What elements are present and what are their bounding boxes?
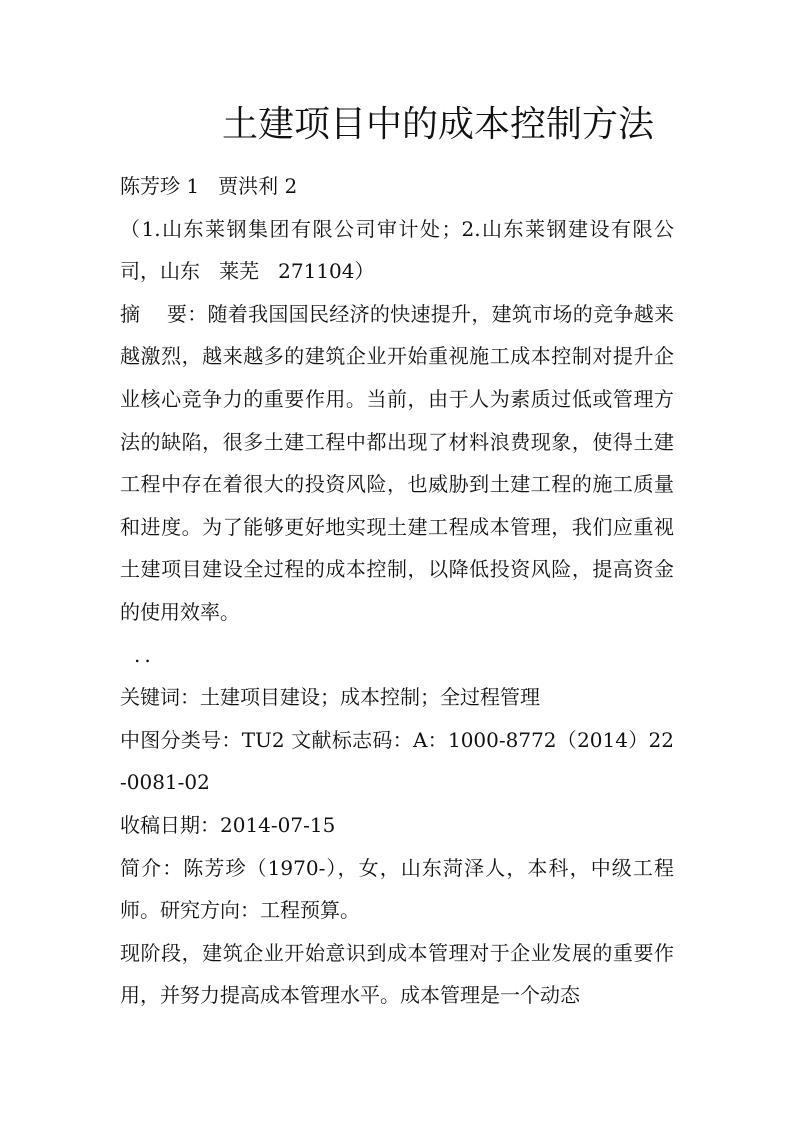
affiliation-paragraph: （1.山东莱钢集团有限公司审计处；2.山东莱钢建设有限公司，山东 莱芜 271104） <box>120 216 674 284</box>
author-bio-paragraph: 简介：陈芳珍（1970-），女，山东菏泽人，本科，中级工程师。研究方向：工程预算。 <box>120 855 674 923</box>
keywords-line: 关键词：土建项目建设；成本控制；全过程管理 <box>120 685 540 710</box>
abstract-paragraph: 摘 要：随着我国国民经济的快速提升，建筑市场的竞争越来越激烈，越来越多的建筑企业开始重视施工成本控制对提升企业核心竞争力的重要作用。当前，由于人为素质过低或管理方法的缺陷，很多土建工程中都出现了材料浪费现象，使得土建工程中存在着很大的投资风险，也威胁到土建工程的施工质量和进度。为了能够更好地实现土建工程成本管理，我们应重视土建项目建设全过程的成本控制，以降低投资风险，提高资金的使用效率。 <box>120 301 674 624</box>
document-body <box>120 165 674 1017</box>
classification-paragraph: 中图分类号：TU2 文献标志码：A：1000-8772（2014）22-0081-02 <box>120 727 674 795</box>
received-date-line: 收稿日期：2014-07-15 <box>120 812 336 837</box>
intro-paragraph: 现阶段，建筑企业开始意识到成本管理对于企业发展的重要作用，并努力提高成本管理水平。成本管理是一个动态 <box>120 940 674 1008</box>
author-line: 陈芳珍 1 贾洪利 2 <box>120 174 298 198</box>
dots-marker: .. <box>134 642 155 667</box>
page-title: 土建项目中的成本控制方法 <box>221 104 654 145</box>
